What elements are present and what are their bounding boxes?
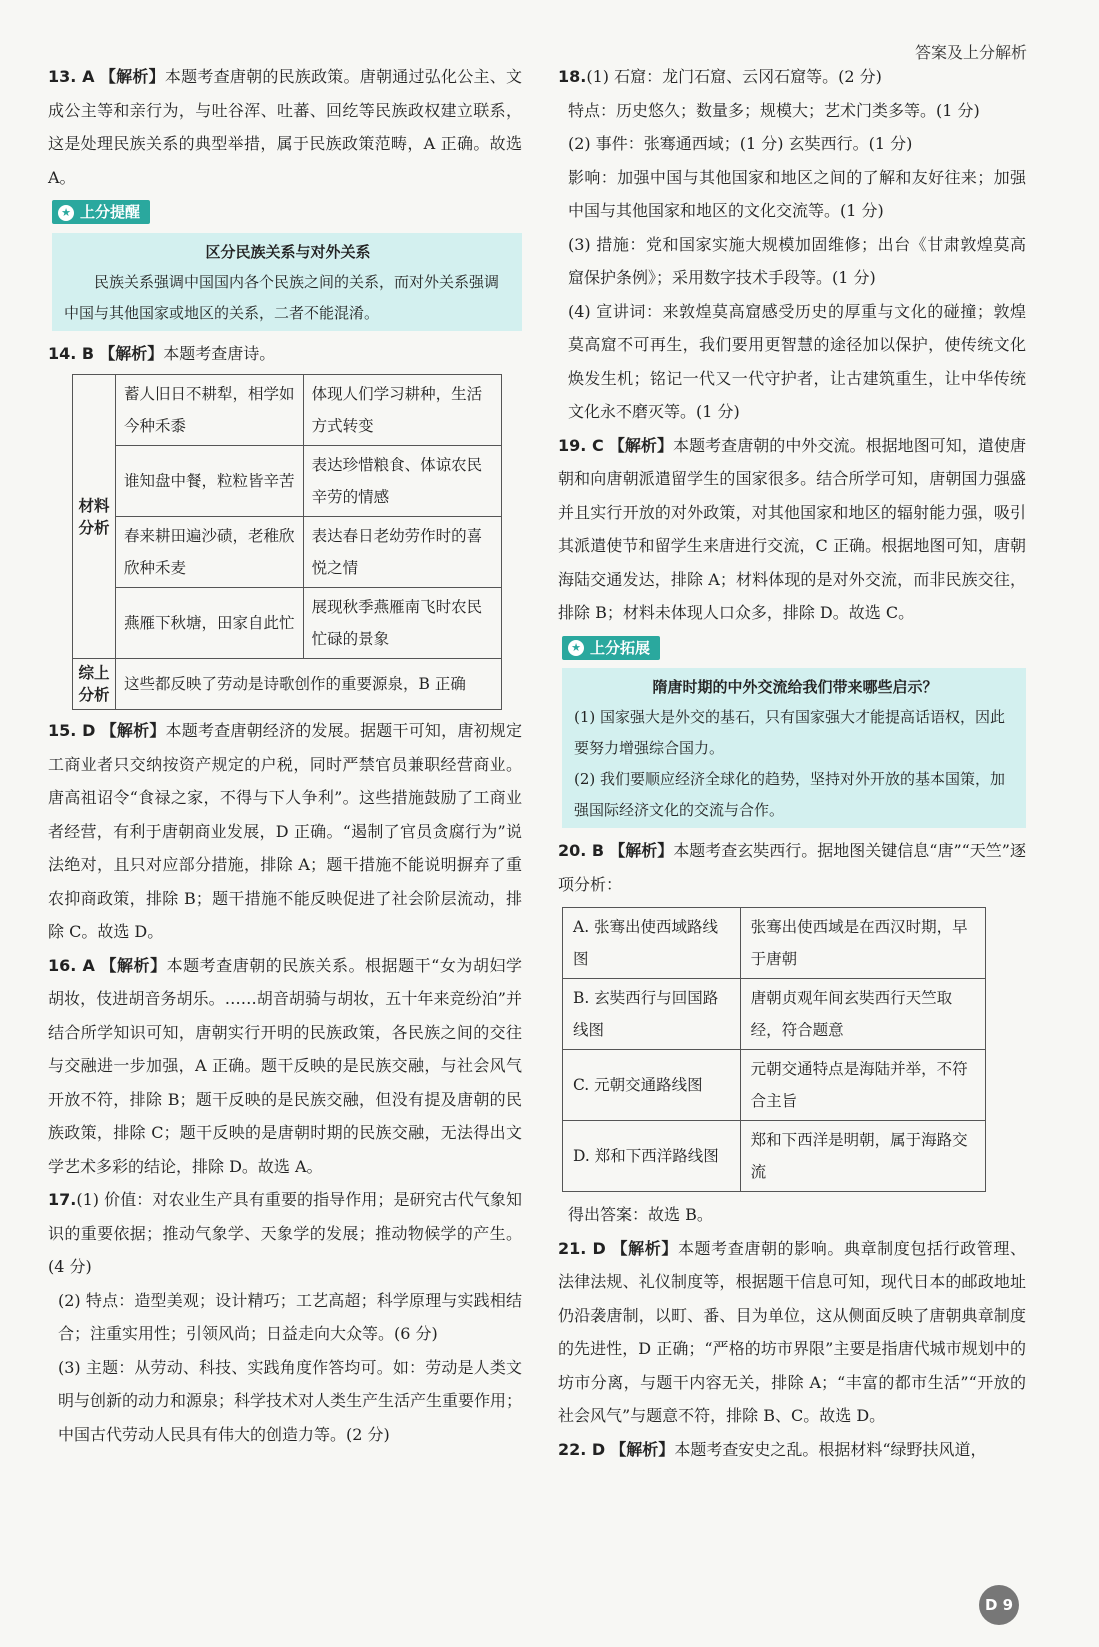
summary-label: 综上分析 <box>73 659 116 710</box>
group-label: 材料分析 <box>73 375 116 659</box>
question-17-part2: (2) 特点：造型美观；设计精巧；工艺高超；科学原理与实践相结合；注重实用性；引领风尚；日益走向大众等。(6 分) <box>58 1290 522 1343</box>
meaning-cell: 体现人们学习耕种，生活方式转变 <box>303 375 501 446</box>
poem-cell: 燕雁下秋塘，田家自此忙 <box>116 588 304 659</box>
extension-title: 隋唐时期的中外交流给我们带来哪些启示？ <box>652 678 938 696</box>
tip-title: 区分民族关系与对外关系 <box>205 242 371 261</box>
analysis-cell: 唐朝贞观年间玄奘西行天竺取经，符合题意 <box>740 979 985 1050</box>
meaning-cell: 表达春日老幼劳作时的喜悦之情 <box>303 517 501 588</box>
left-column <box>48 60 522 1451</box>
table-row <box>563 908 986 979</box>
analysis-cell: 张骞出使西域是在西汉时期，早于唐朝 <box>740 908 985 979</box>
extension-text: (2) 我们要顺应经济全球化的趋势，坚持对外开放的基本国策，加强国际经济文化的交流与合作。 <box>574 770 1006 819</box>
question-18-line: 影响：加强中国与其他国家和地区之间的了解和友好往来；加强中国与其他国家和地区的文化交流等。(1 分) <box>568 167 1026 220</box>
poem-cell: 蓄人旧日不耕犁，相学如今种禾黍 <box>116 375 304 446</box>
extension-text: (1) 国家强大是外交的基石，只有国家强大才能提高话语权，因此要努力增强综合国力。 <box>574 708 1006 757</box>
extension-label: ★ 上分拓展 <box>562 636 660 660</box>
analysis-cell: 元朝交通特点是海陆并举，不符合主旨 <box>740 1050 985 1121</box>
table-row <box>563 1050 986 1121</box>
question-16: 16. A 【解析】本题考查唐朝的民族关系。根据题干“女为胡妇学胡妆，伎进胡音务胡乐。……胡音胡骑与胡妆，五十年来竞纷泊”并结合所学知识可知，唐朝实行开明的民族政策，各民族之间的交往与交融进一步加强，A 正确。题干反映的是民族交融，与社会风气开放不符，排除 B；题干反映的是民族交融，但没有提及唐朝的民族政策，排除 C；题干反映的是唐朝时期的民族交融，无法得出文学艺术多彩的结论，排除 D。故选 A。 <box>48 955 522 1176</box>
table-row <box>73 659 502 710</box>
option-analysis-table <box>562 907 986 1192</box>
star-icon: ★ <box>58 205 74 221</box>
poem-cell: 谁知盘中餐，粒粒皆辛苦 <box>116 446 304 517</box>
table-row <box>73 588 502 659</box>
question-18-line: (4) 宣讲词：来敦煌莫高窟感受历史的厚重与文化的碰撞；敦煌莫高窟不可再生，我们要用更智慧的途径加以保护，使传统文化焕发生机；铭记一代又一代守护者，让古建筑重生，让中华传统文化永不磨灭等。(1 分) <box>568 301 1026 421</box>
tip-box <box>52 233 522 331</box>
question-15: 15. D 【解析】本题考查唐朝经济的发展。据题干可知，唐初规定工商业者只交纳按资产规定的户税，同时严禁官员兼职经营商业。唐高祖诏令“食禄之家，不得与下人争利”。这些措施鼓励了工商业者经营，有利于唐朝商业发展，D 正确。“遏制了官员贪腐行为”说法绝对，且只对应部分措施，排除 A；题干措施不能说明摒弃了重农抑商政策，排除 B；题干措施不能反映促进了社会阶层流动，排除 C。故选 D。 <box>48 721 522 941</box>
summary-cell: 这些都反映了劳动是诗歌创作的重要源泉，B 正确 <box>116 659 502 710</box>
option-cell: A. 张骞出使西域路线图 <box>563 908 741 979</box>
analysis-cell: 郑和下西洋是明朝，属于海路交流 <box>740 1121 985 1192</box>
meaning-cell: 展现秋季燕雁南飞时农民忙碌的景象 <box>303 588 501 659</box>
question-19: 19. C 【解析】本题考查唐朝的中外交流。根据地图可知，遣使唐朝和向唐朝派遣留学生的国家很多。结合所学可知，唐朝国力强盛并且实行开放的对外政策，对其他国家和地区的辐射能力强，吸引其派遣使节和留学生来唐进行交流，C 正确。根据地图可知，唐朝海陆交通发达，排除 A；材料体现的是对外交流，而非民族交往，排除 B；材料未体现人口众多，排除 D。故选 C。 <box>558 435 1026 622</box>
tip-label: ★ 上分提醒 <box>52 200 150 224</box>
page-header: 答案及上分解析 <box>914 43 1027 62</box>
question-18-line: 特点：历史悠久；数量多；规模大；艺术门类多等。(1 分) <box>568 100 980 120</box>
right-column <box>558 60 1026 1466</box>
table-row <box>563 979 986 1050</box>
question-18: 18.(1) 石窟：龙门石窟、云冈石窟等。(2 分) <box>558 67 882 86</box>
table-row <box>73 375 502 446</box>
option-cell: B. 玄奘西行与回国路线图 <box>563 979 741 1050</box>
question-14: 14. B 【解析】本题考查唐诗。 <box>48 343 276 363</box>
question-13: 13. A 【解析】本题考查唐朝的民族政策。唐朝通过弘化公主、文成公主等和亲行为，与吐谷浑、吐蕃、回纥等民族政权建立联系，这是处理民族关系的典型举措，属于民族政策范畴，A 正确。故选 A。 <box>48 67 522 187</box>
question-20-conclusion: 得出答案：故选 B。 <box>568 1205 713 1224</box>
table-row <box>563 1121 986 1192</box>
question-22: 22. D 【解析】本题考查安史之乱。根据材料“绿野扶风道， <box>558 1439 987 1459</box>
poem-cell: 春来耕田遍沙碛，老稚欣欣种禾麦 <box>116 517 304 588</box>
question-18-line: (3) 措施：党和国家实施大规模加固维修；出台《甘肃敦煌莫高窟保护条例》；采用数字技术手段等。(1 分) <box>568 234 1026 287</box>
question-20: 20. B 【解析】本题考查玄奘西行。据地图关键信息“唐”“天竺”逐项分析： <box>558 841 1026 894</box>
table-row <box>73 446 502 517</box>
table-row <box>73 517 502 588</box>
page-number: D 9 <box>979 1585 1019 1625</box>
meaning-cell: 表达珍惜粮食、体谅农民辛劳的情感 <box>303 446 501 517</box>
question-18-line: (2) 事件：张骞通西域；(1 分) 玄奘西行。(1 分) <box>568 134 913 153</box>
question-17-part3: (3) 主题：从劳动、科技、实践角度作答均可。如：劳动是人类文明与创新的动力和源泉；科学技术对人类生产生活产生重要作用；中国古代劳动人民具有伟大的创造力等。(2 分) <box>58 1357 523 1444</box>
option-cell: D. 郑和下西洋路线图 <box>563 1121 741 1192</box>
question-17: 17.(1) 价值：对农业生产具有重要的指导作用；是研究古代气象知识的重要依据；推动气象学、天象学的发展；推动物候学的产生。(4 分) <box>48 1190 522 1276</box>
tip-text: 民族关系强调中国国内各个民族之间的关系，而对外关系强调中国与其他国家或地区的关系，二者不能混淆。 <box>64 272 500 322</box>
star-icon: ★ <box>568 640 584 656</box>
poem-analysis-table <box>72 374 502 710</box>
question-21: 21. D 【解析】本题考查唐朝的影响。典章制度包括行政管理、法律法规、礼仪制度等，根据题干信息可知，现代日本的邮政地址仍沿袭唐制，以町、番、目为单位，这从侧面反映了唐朝典章制度的先进性，D 正确；“严格的坊市界限”主要是指唐代城市规划中的坊市分离，与题干内容无关，排除 A；“丰富的都市生活”“开放的社会风气”与题意不符，排除 B、C。故选 D。 <box>558 1238 1026 1425</box>
extension-box <box>562 668 1026 828</box>
option-cell: C. 元朝交通路线图 <box>563 1050 741 1121</box>
